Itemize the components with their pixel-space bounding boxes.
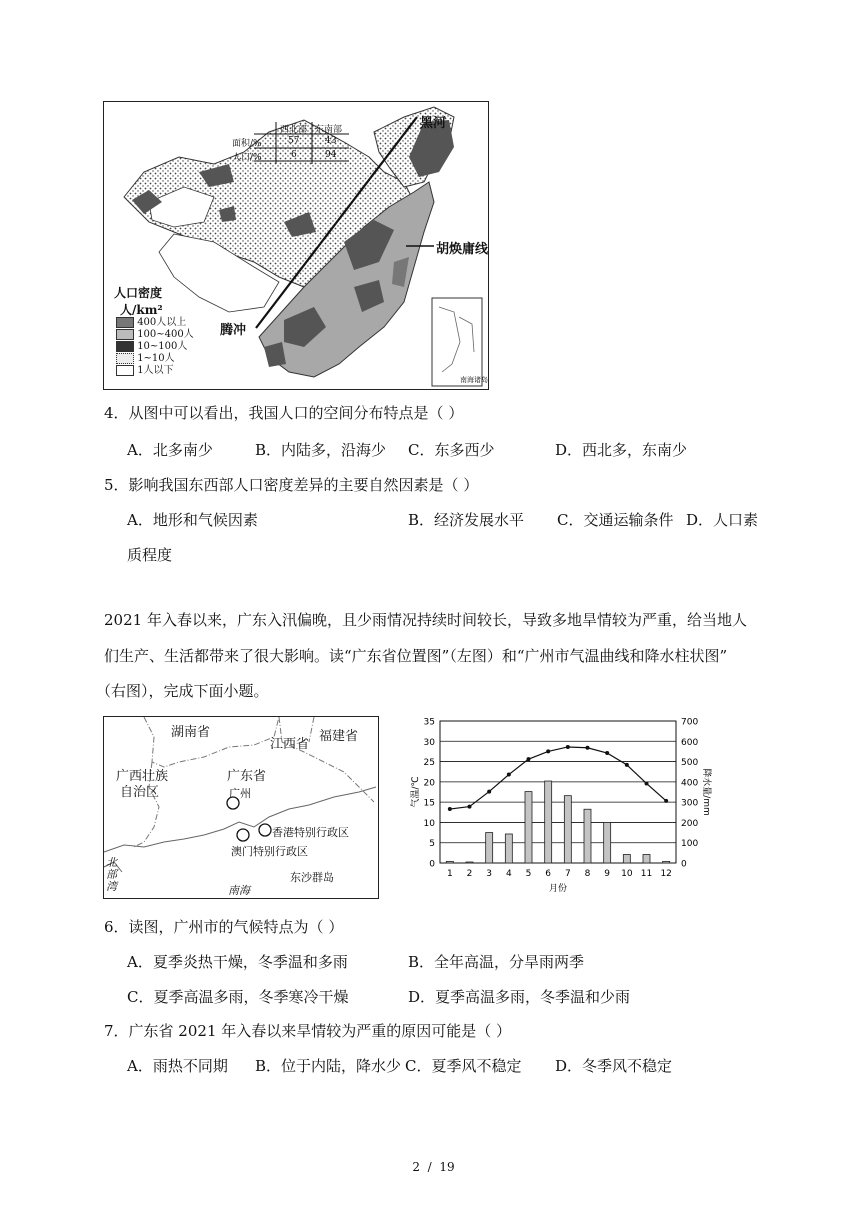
hu-line-label: 胡焕庸线: [436, 242, 489, 257]
temp-point: [527, 757, 531, 761]
q5-stem: 5．影响我国东西部人口密度差异的主要自然因素是（ ）: [104, 476, 479, 494]
page-number: 2 / 19: [412, 1160, 455, 1174]
legend-item: 10~100人: [116, 341, 194, 353]
precip-bar: [663, 861, 670, 863]
q6-option-a[interactable]: A．夏季炎热干燥，冬季温和多雨: [127, 953, 348, 971]
x-tick-label: 7: [564, 869, 571, 879]
precip-bar: [623, 854, 630, 863]
q7-option-b[interactable]: B．位于内陆，降水少: [255, 1057, 402, 1075]
tengchong-label: 腾冲: [220, 323, 247, 338]
china-population-map: [103, 101, 489, 390]
fujian-label: 福建省: [319, 729, 359, 744]
q6-option-b[interactable]: B．全年高温，分旱雨两季: [408, 953, 585, 971]
guangdong-label: 广东省: [227, 769, 267, 784]
y2-tick-label: 100: [681, 839, 699, 850]
y-tick-label: 15: [423, 798, 435, 809]
legend-item: 1人以下: [116, 365, 194, 377]
legend: [114, 284, 163, 318]
guangxi-label-1: 广西壮族: [116, 769, 169, 784]
hunan-label: 湖南省: [171, 725, 211, 740]
temp-point: [487, 790, 491, 794]
south-sea-inset: [432, 298, 482, 386]
legend-item: 1~10人: [116, 353, 194, 365]
x-tick-label: 9: [604, 869, 611, 879]
table-row1-label: 面积/%: [232, 139, 262, 149]
q4-option-d[interactable]: D．西北多，东南少: [555, 441, 688, 459]
y2-tick-label: 600: [681, 737, 699, 748]
hongkong-label: 香港特别行政区: [272, 826, 349, 839]
climate-chart: [408, 712, 711, 904]
precip-bar: [486, 833, 493, 863]
passage-line2: 们生产、生活都带来了很大影响。读“广东省位置图”（左图）和“广州市气温曲线和降水柱状图”: [104, 647, 728, 665]
precip-bar: [505, 834, 512, 863]
passage-line1: 2021 年入春以来，广东入汛偏晚，且少雨情况持续时间较长，导致多地旱情较为严重，给当地人: [104, 611, 747, 629]
guangxi-label-2: 自治区: [120, 785, 160, 800]
q5-option-b[interactable]: B．经济发展水平: [408, 511, 525, 529]
precip-bar: [525, 792, 532, 863]
q5-option-c[interactable]: C．交通运输条件: [557, 511, 674, 529]
q7-option-c[interactable]: C．夏季风不稳定: [405, 1057, 522, 1075]
table-row2-label: 人口/%: [232, 153, 262, 163]
table-row1-v1: 57: [288, 136, 300, 146]
precip-bar: [584, 809, 591, 863]
legend-title2: 人/km²: [120, 303, 163, 317]
table-col1: 西北部: [280, 125, 308, 135]
passage-line3: （右图），完成下面小题。: [96, 682, 269, 700]
y2-tick-label: 200: [681, 818, 699, 829]
temp-point: [605, 751, 609, 755]
nanhai-label: 南海: [228, 884, 250, 897]
q5-option-d-cont: 质程度: [127, 546, 173, 564]
guangdong-location-map: [103, 716, 379, 899]
x-tick-label: 2: [466, 869, 473, 879]
q4-option-a[interactable]: A．北多南少: [127, 441, 213, 459]
q4-option-c[interactable]: C．东多西少: [408, 441, 495, 459]
q5-option-a[interactable]: A．地形和气候因素: [127, 511, 258, 529]
table-row2-v1: 6: [291, 150, 297, 160]
y2-tick-label: 300: [681, 798, 699, 809]
y-axis-label: 气温/℃: [411, 776, 421, 808]
temp-point: [645, 781, 649, 785]
y-tick-label: 0: [429, 859, 435, 870]
x-tick-label: 4: [505, 869, 512, 879]
y2-tick-label: 400: [681, 778, 699, 789]
y-tick-label: 25: [423, 758, 435, 769]
temp-point: [546, 749, 550, 753]
y2-tick-label: 700: [681, 717, 699, 728]
x-tick-label: 6: [545, 869, 552, 879]
q6-option-d[interactable]: D．夏季高温多雨，冬季温和少雨: [408, 988, 631, 1006]
temp-point: [664, 799, 668, 803]
y-tick-label: 35: [423, 717, 435, 728]
y-tick-label: 10: [423, 818, 435, 829]
q7-option-d[interactable]: D．冬季风不稳定: [555, 1057, 673, 1075]
table-col2: 东南部: [315, 125, 343, 135]
inset-label: 南海诸岛: [460, 376, 488, 384]
heihe-label: 黑河: [420, 116, 447, 131]
x-tick-label: 3: [486, 869, 493, 879]
legend-item: 400人以上: [116, 317, 194, 329]
temp-point: [448, 807, 452, 811]
guangzhou-label: 广州: [229, 787, 251, 800]
q6-option-c[interactable]: C．夏季高温多雨，冬季寒冷干燥: [127, 988, 349, 1006]
x-tick-label: 1: [446, 869, 453, 879]
q7-stem: 7．广东省 2021 年入春以来旱情较为严重的原因可能是（ ）: [104, 1022, 512, 1040]
jiangxi-label: 江西省: [270, 737, 310, 752]
table-row1-v2: 43: [325, 136, 337, 146]
temp-point: [566, 745, 570, 749]
x-tick-label: 8: [584, 869, 591, 879]
precip-bar: [545, 781, 552, 863]
q6-stem: 6．读图，广州市的气候特点为（ ）: [104, 918, 344, 936]
precip-bar: [643, 854, 650, 863]
temp-point: [507, 773, 511, 777]
temp-point: [625, 763, 629, 767]
legend-item: 100~400人: [116, 329, 194, 341]
legend-items: [116, 317, 194, 377]
dongsha-label: 东沙群岛: [290, 871, 334, 884]
y2-tick-label: 0: [681, 859, 687, 870]
x-axis-label: 月份: [548, 884, 568, 894]
precip-bar: [446, 861, 453, 863]
macao-label: 澳门特别行政区: [231, 845, 308, 858]
y-tick-label: 20: [423, 778, 435, 789]
climate-chart-svg: [408, 712, 711, 904]
q4-option-b[interactable]: B．内陆多，沿海少: [255, 441, 387, 459]
table-row2-v2: 94: [325, 150, 337, 160]
q4-stem: 4．从图中可以看出，我国人口的空间分布特点是（ ）: [104, 404, 464, 422]
q5-option-d[interactable]: D．人口素: [686, 511, 759, 529]
x-tick-label: 11: [640, 869, 653, 879]
precip-bar: [564, 796, 571, 863]
precip-bar: [466, 862, 473, 863]
x-tick-label: 5: [525, 869, 532, 879]
y2-tick-label: 500: [681, 758, 699, 769]
guangdong-map-svg: [104, 717, 378, 898]
precip-bar: [604, 822, 611, 863]
y-tick-label: 30: [423, 737, 435, 748]
x-tick-label: 12: [660, 869, 672, 879]
beibu-label: 北部湾: [106, 856, 117, 893]
y-tick-label: 5: [429, 839, 435, 850]
legend-title1: 人口密度: [114, 286, 163, 300]
plot-frame: [440, 721, 676, 863]
temp-point: [586, 746, 590, 750]
temp-point: [468, 805, 472, 809]
y2-axis-label: 降水量/mm: [701, 768, 711, 816]
x-tick-label: 10: [621, 869, 633, 879]
q7-option-a[interactable]: A．雨热不同期: [127, 1057, 228, 1075]
